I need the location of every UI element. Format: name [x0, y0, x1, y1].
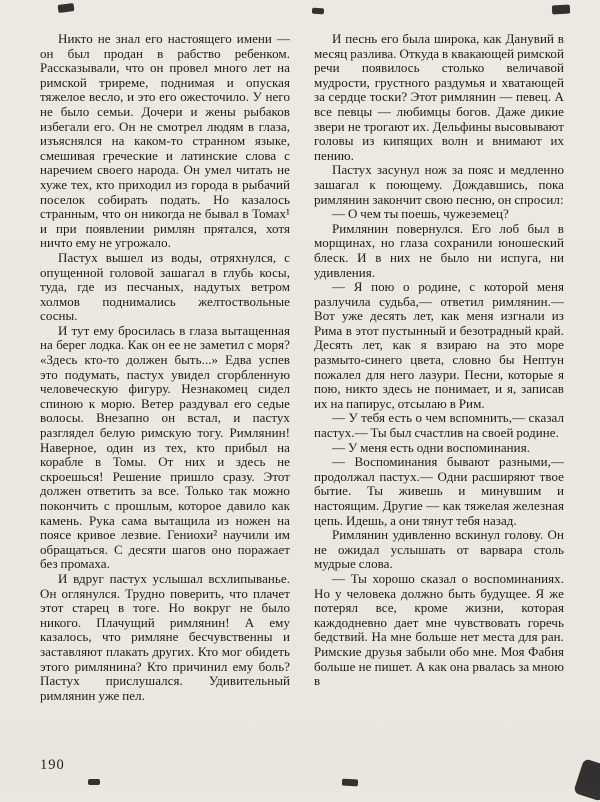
- scan-artifact: [552, 5, 570, 15]
- scan-artifact: [58, 3, 75, 13]
- paragraph: И вдруг пастух услышал всхлипыванье. Он оглянулся. Трудно поверить, что плачет этот старец в тоге. Но вокруг не было никого. Плачущий римлянин! А ему казалось, что римляне бесчувственны и заставляют плакать других. Кто мог обидеть этого римлянина? Кто причинил ему боль? Пастух прислушался. Удивительный римлянин уже пел.: [40, 570, 290, 703]
- dialogue-paragraph: — У меня есть одни воспоминания.: [332, 439, 531, 455]
- scan-artifact: [342, 779, 358, 787]
- dialogue-paragraph: — Я пою о родине, с которой меня разлучила судьба,— ответил римлянин.— Вот уже десять лет, как меня изгнали из Рима в этот пустынный и безотрадный край. Десять лет, как я взираю на это море размыто-синего цвета, словно бы Нептун пожалел для него лазури. Песни, которые я пою, никто здесь не понимает, и я, записав их на папирус, отсылаю в Рим.: [314, 279, 564, 411]
- paragraph: И песнь его была широка, как Данувий в месяц разлива. Откуда в квакающей римской речи появилось столько величавой мудрости, грустного раздумья и хватающей за сердце тоски? Этот римлянин — певец. А все певцы — любимцы богов. Даже дикие звери не трогают их. Дельфины высовывают головы из кипящих волн и внимают их пению.: [314, 32, 564, 163]
- paragraph: Римлянин повернулся. Его лоб был в морщинах, но глаза сохранили юношеский блеск. И в них не было ни испуга, ни удивления.: [314, 220, 564, 280]
- text-columns: [40, 32, 564, 744]
- dialogue-paragraph: — О чем ты поешь, чужеземец?: [332, 206, 509, 222]
- paragraph: Пастух вышел из воды, отряхнулся, с опущенной головой зашагал в глубь косы, туда, где из песчаных, надутых ветром холмов поднимались желтоствольные сосны.: [40, 249, 290, 324]
- dialogue-paragraph: — У тебя есть о чем вспомнить,— сказал пастух.— Ты был счастлив на своей родине.: [314, 410, 564, 441]
- paragraph: И тут ему бросилась в глаза вытащенная на берег лодка. Как он ее не заметил с моря? «Здесь кто-то должен быть...» Едва успев это подумать, пастух увидел сгорбленную человеческую фигуру. Незнакомец сидел спиною к морю. Ветер раздувал его седые волосы. Внезапно он встал, и пастух разглядел белую римскую тогу. Римлянин! Наверное, один из тех, кто прибыл на корабле в Томы. От них и здесь не скроешься! Решение пришло сразу. Этот должен ответить за все. Только так можно покончить с прошлым, которое давило как камень. Рука сама вытащила из ножен на поясе кривое лезвие. Гениохи² научили им обращаться. С десяти шагов оно поражает без промаха.: [40, 322, 290, 572]
- dialogue-paragraph: — Воспоминания бывают разными,— продолжал пастух.— Одни расширяют твое бытие. Ты живешь и минувшим и настоящим. Другие — как тяжелая железная цепь. Идешь, а они тянут тебя назад.: [314, 454, 564, 528]
- scan-artifact: [312, 8, 324, 15]
- paragraph: Пастух засунул нож за пояс и медленно зашагал к поющему. Дождавшись, пока римлянин закончит свою песню, он спросил:: [314, 162, 564, 207]
- dialogue-paragraph: — Ты хорошо сказал о воспоминаниях. Но у человека должно быть будущее. Я же потерял все, кроме жизни, которая каждодневно дает мне чувствовать горечь бедствий. На мне больше нет места для ран. Римские друзья забыли обо мне. Моя Фабия больше не пишет. А как она рвалась за мною в: [314, 570, 564, 689]
- paragraph: Римлянин удивленно вскинул голову. Он не ожидал услышать от варвара столь мудрые слова.: [314, 527, 564, 572]
- scan-artifact: [88, 779, 100, 785]
- left-column: [40, 32, 290, 744]
- paragraph: Никто не знал его настоящего имени — он был продан в рабство ребенком. Рассказывали, что он провел много лет на римской триреме, поднимая и опуская тяжелое весло, и это его ожесточило. У него не было семьи. Дочери и жены рыбаков избегали его. Он не смотрел людям в глаза, изъяснялся на каком-то странном языке, смешивая греческие и латинские слова с наречием своего народа. Он умел читать не хуже тех, кто приходил из города в рыбачий поселок собирать подать. Но казалось странным, что он никогда не бывал в Томах¹ и при появлении римлян прятался, хотя ничто ему не угрожало.: [40, 32, 290, 251]
- right-column: [314, 32, 564, 744]
- page-number: 190: [40, 757, 65, 773]
- scan-artifact: [573, 758, 600, 802]
